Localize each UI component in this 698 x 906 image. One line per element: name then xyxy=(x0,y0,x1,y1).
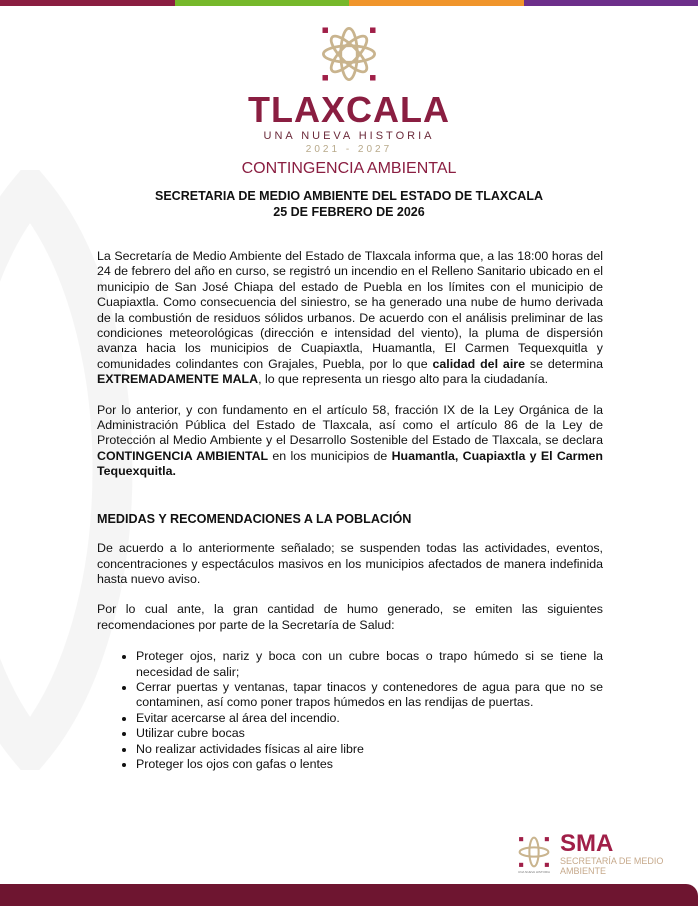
date: 25 DE FEBRERO DE 2026 xyxy=(273,205,425,219)
paragraph-incident xyxy=(97,249,603,388)
flower-emblem-icon xyxy=(317,22,381,86)
bold-text: calidad del aire xyxy=(432,356,525,371)
sma-line1: SECRETARÍA DE MEDIO xyxy=(560,856,664,866)
list-item: • Cerrar puertas y ventanas, tapar tinacos y contenedores de agua para que no se contaminen, así como poner trapos húmedos en las rendijas de puertas. xyxy=(136,680,603,711)
list-item: • No realizar actividades físicas al aire libre xyxy=(136,742,603,757)
paragraph-declaration xyxy=(97,403,603,480)
list-item: • Proteger los ojos con gafas o lentes xyxy=(136,757,603,772)
text: se determina xyxy=(524,356,603,371)
tlaxcala-logo xyxy=(0,22,698,155)
text: Por lo anterior, y con fundamento en el artículo 58, fracción IX de la Ley Orgánica de la Administración Pública del Estado de Tlaxcala, así como el artículo 86 de la Ley de Protección al Medio Ambiente y el Desarrollo Sostenible del Estado de Tlaxcala, se declara xyxy=(97,402,603,448)
paragraph-recommendations-intro: Por lo cual ante, la gran cantidad de humo generado, se emiten las siguientes recomendaciones por parte de la Secretaría de Salud: xyxy=(97,602,603,632)
text: en los municipios de xyxy=(268,448,392,463)
bold-text: Huamantla, Cuapiaxtla y El Carmen Tequexquitla. xyxy=(97,448,603,479)
logo-tagline: UNA NUEVA HISTORIA xyxy=(263,130,435,142)
list-item: • Proteger ojos, nariz y boca con un cubre bocas o trapo húmedo si se tiene la necesidad de salir; xyxy=(136,649,603,680)
document-body xyxy=(97,249,603,772)
tiny-tagline: UNA NUEVA HISTORIA xyxy=(518,870,550,874)
sma-line2: AMBIENTE xyxy=(560,866,607,876)
bold-text: CONTINGENCIA AMBIENTAL xyxy=(97,448,269,463)
list-item: • Utilizar cubre bocas xyxy=(136,726,603,741)
logo-years: 2021 - 2027 xyxy=(305,144,393,155)
color-stripe xyxy=(0,0,698,6)
logo-name: TLAXCALA xyxy=(248,89,450,130)
flower-emblem-icon xyxy=(516,834,552,870)
paragraph-suspension: De acuerdo a lo anteriormente señalado; se suspenden todas las actividades, eventos, concentraciones y espectáculos masivos en los municipios afectados de manera indefinida hasta nuevo aviso. xyxy=(97,541,603,586)
document-title: CONTINGENCIA AMBIENTAL xyxy=(241,160,457,177)
recommendations-list xyxy=(97,649,603,772)
list-item: • Evitar acercarse al área del incendio. xyxy=(136,711,603,726)
footer-bar xyxy=(0,884,698,906)
issuer: SECRETARIA DE MEDIO AMBIENTE DEL ESTADO DE TLAXCALA xyxy=(155,189,543,203)
text: La Secretaría de Medio Ambiente del Estado de Tlaxcala informa que, a las 18:00 horas del 24 de febrero del año en curso, se registró un incendio en el Relleno Sanitario ubicado en el municipio de San José Chiapa del estado de Puebla en los límites con el municipio de Cuapiaxtla. Como consecuencia del siniestro, se ha generado una nube de humo derivada de la combustión de residuos sólidos urbanos. De acuerdo con el análisis preliminar de las condiciones meteorológicas (dirección e intensidad del viento), la pluma de dispersión avanza hacia los municipios de Cuapiaxtla, Huamantla, El Carmen Tequexquitla y comunidades colindantes con Grajales, Puebla, por lo que xyxy=(97,249,603,371)
text: , lo que representa un riesgo alto para la ciudadanía. xyxy=(258,372,549,387)
bold-text: EXTREMADAMENTE MALA xyxy=(97,372,259,387)
sma-logo xyxy=(516,832,663,876)
document-subtitle xyxy=(0,188,698,220)
sma-acronym: SMA xyxy=(560,830,614,857)
section-heading: MEDIDAS Y RECOMENDACIONES A LA POBLACIÓN xyxy=(97,511,412,526)
